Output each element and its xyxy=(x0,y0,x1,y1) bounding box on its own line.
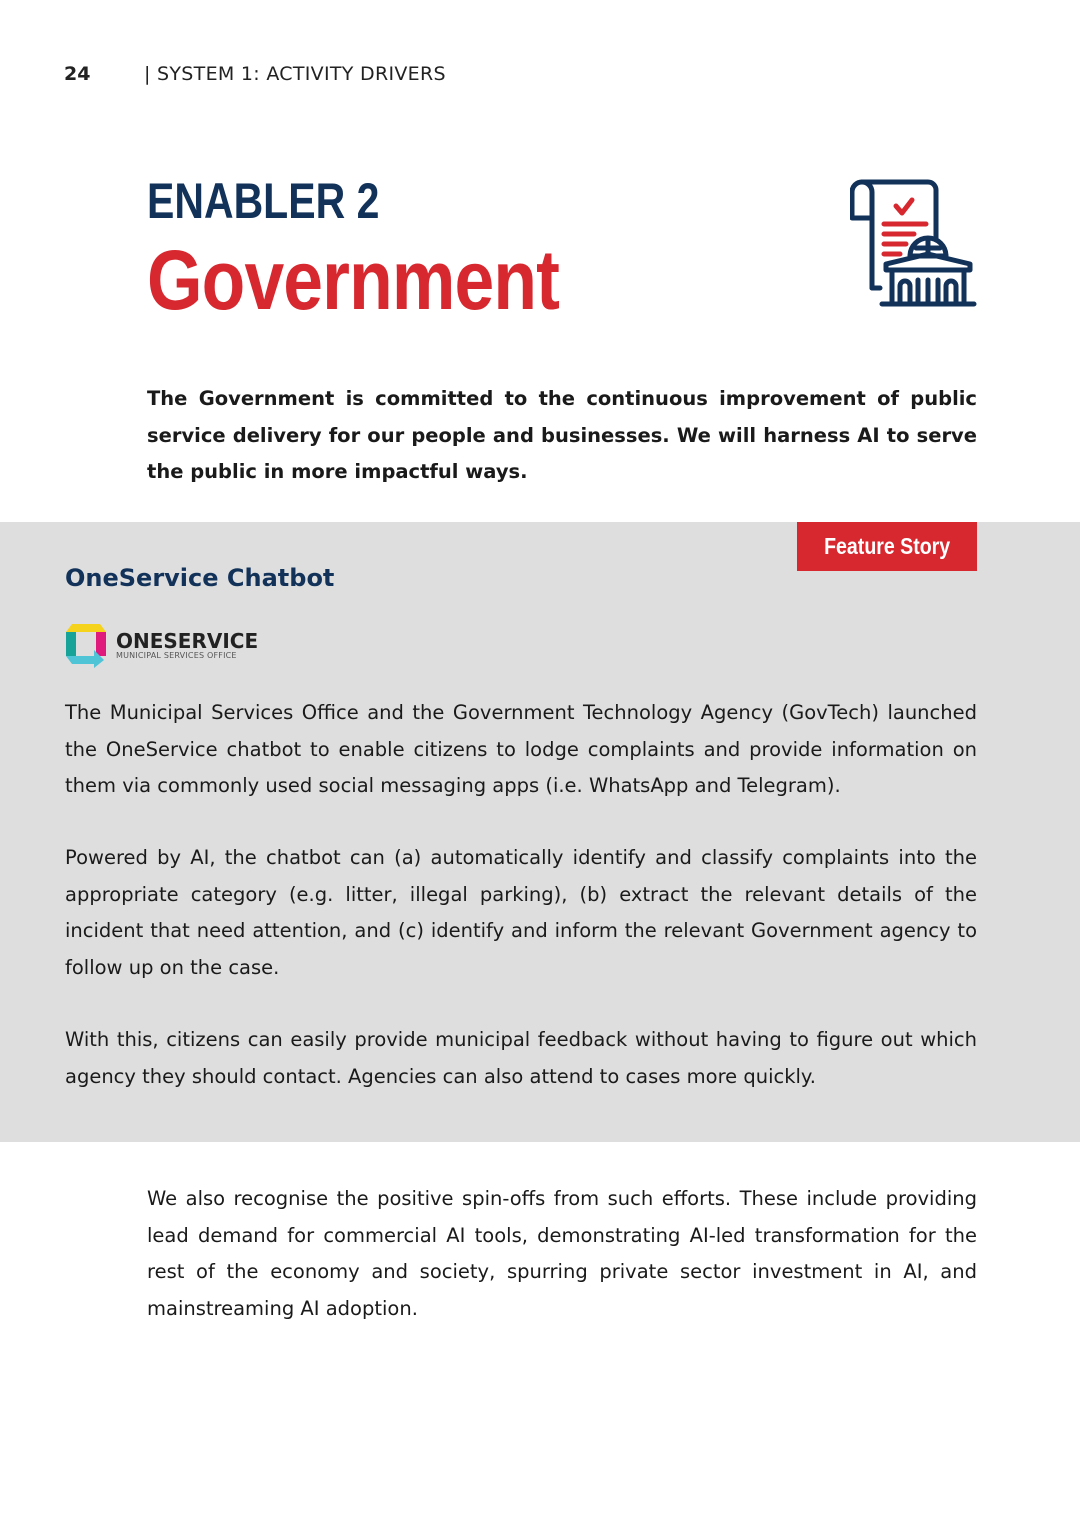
page-header xyxy=(64,63,446,85)
enabler-kicker: ENABLER 2 xyxy=(147,173,380,229)
section-title: | SYSTEM 1: ACTIVITY DRIVERS xyxy=(144,63,446,85)
government-document-icon xyxy=(850,178,980,310)
page-title: Government xyxy=(147,233,560,327)
oneservice-logo-icon xyxy=(64,622,108,668)
oneservice-logo xyxy=(64,622,258,668)
feature-paragraph: With this, citizens can easily provide municipal feedback without having to figure out which agency they should contact. Agencies can also attend to cases more quickly. xyxy=(65,1028,977,1088)
feature-paragraph: Powered by AI, the chatbot can (a) automatically identify and classify complaints into the appropriate category (e.g. litter, illegal parking), (b) extract the relevant details of the incident that need attention, and (c) identify and inform the relevant Government agency to follow up on the case. xyxy=(65,846,977,979)
feature-story-panel xyxy=(0,522,1080,1142)
page-number: 24 xyxy=(64,63,91,85)
feature-paragraph: The Municipal Services Office and the Government Technology Agency (GovTech) launched the OneService chatbot to enable citizens to lodge complaints and provide information on them via commonly used social messaging apps (i.e. WhatsApp and Telegram). xyxy=(65,701,977,797)
logo-subtitle: MUNICIPAL SERVICES OFFICE xyxy=(116,650,237,660)
intro-paragraph: The Government is committed to the continuous improvement of public service delivery for our people and businesses. We will harness AI to serve the public in more impactful ways. xyxy=(147,387,977,483)
logo-name: ONESERVICE xyxy=(116,628,259,653)
closing-paragraph: We also recognise the positive spin-offs from such efforts. These include providing lead demand for commercial AI tools, demonstrating AI-led transformation for the rest of the economy and society, spurring private sector investment in AI, and mainstreaming AI adoption. xyxy=(147,1187,977,1320)
feature-title: OneService Chatbot xyxy=(65,564,335,592)
feature-story-badge: Feature Story xyxy=(797,522,977,571)
